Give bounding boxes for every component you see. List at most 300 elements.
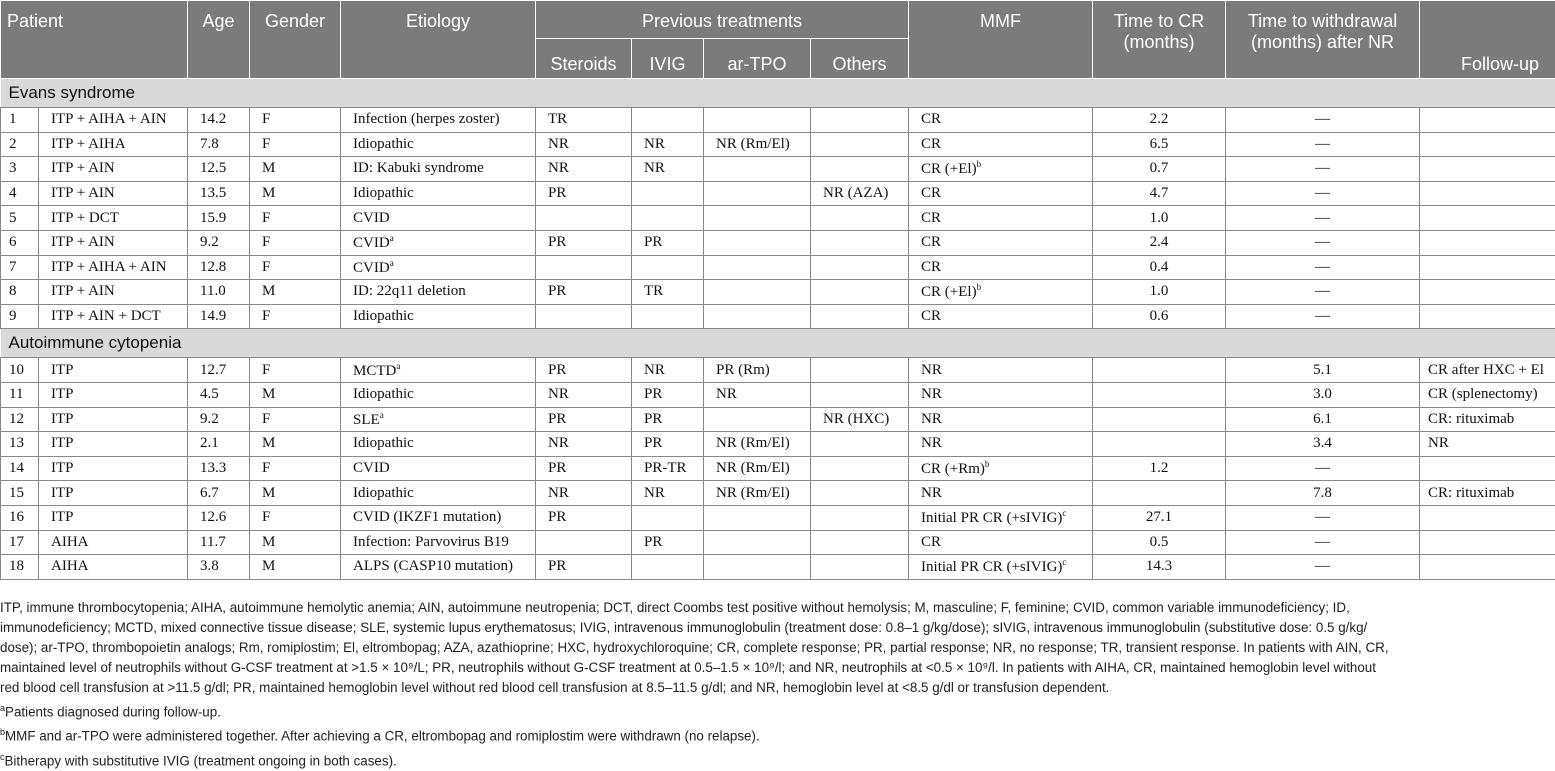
ivig-cell <box>632 181 704 206</box>
steroids-cell <box>536 407 632 432</box>
withdrawal-cell-text: — <box>1315 160 1330 176</box>
steroids-cell <box>536 505 632 530</box>
mmf-cell-text: NR <box>921 485 942 501</box>
etiology-cell-text: MCTD <box>353 363 396 379</box>
diagnosis-cell-text: ITP <box>51 386 74 402</box>
withdrawal-cell <box>1226 280 1420 305</box>
ar-tpo-cell <box>704 407 811 432</box>
mmf-cell-text: Initial PR CR (+sIVIG) <box>921 559 1062 575</box>
others-cell-text: NR (AZA) <box>823 185 888 201</box>
ivig-cell-text: PR <box>644 411 662 427</box>
gender-cell <box>250 304 341 329</box>
patient-cell-text: 17 <box>9 534 24 550</box>
gender-cell-text: F <box>262 111 270 127</box>
patient-cell <box>1 407 39 432</box>
mmf-cell-text: NR <box>921 362 942 378</box>
header-others: Others <box>811 39 909 79</box>
mmf-cell <box>909 230 1093 255</box>
footnote-mark: b <box>977 159 982 169</box>
patient-cell-text: 5 <box>9 210 17 226</box>
etiology-cell <box>341 206 536 231</box>
patient-cell <box>1 382 39 407</box>
others-cell <box>811 407 909 432</box>
etiology-cell-text: ALPS (CASP10 mutation) <box>353 558 513 574</box>
patient-cell <box>1 358 39 383</box>
ar-tpo-cell <box>704 255 811 280</box>
time-to-cr-cell-text: 1.0 <box>1150 283 1169 299</box>
mmf-cell-text: NR <box>921 386 942 402</box>
age-cell-text: 12.6 <box>200 509 226 525</box>
others-cell <box>811 181 909 206</box>
gender-cell <box>250 108 341 133</box>
time-to-cr-cell <box>1093 108 1226 133</box>
time-to-cr-cell <box>1093 181 1226 206</box>
ivig-cell-text: TR <box>644 283 663 299</box>
age-cell-text: 9.2 <box>200 411 219 427</box>
withdrawal-cell-text: — <box>1315 210 1330 226</box>
withdrawal-cell <box>1226 382 1420 407</box>
ivig-cell-text: NR <box>644 362 665 378</box>
etiology-cell-text: Idiopathic <box>353 485 414 501</box>
steroids-cell-text: NR <box>548 386 569 402</box>
patient-cell <box>1 108 39 133</box>
steroids-cell-text: PR <box>548 234 566 250</box>
steroids-cell <box>536 555 632 580</box>
table-row <box>1 304 1555 329</box>
diagnosis-cell <box>39 358 188 383</box>
gender-cell-text: F <box>262 411 270 427</box>
withdrawal-cell-text: — <box>1315 234 1330 250</box>
header-patient: Patient <box>1 1 188 79</box>
diagnosis-cell-text: ITP + AIN <box>51 283 115 299</box>
diagnosis-cell <box>39 157 188 182</box>
etiology-cell-text: CVID <box>353 210 390 226</box>
header-gender: Gender <box>250 1 341 79</box>
others-cell <box>811 206 909 231</box>
mmf-cell-text: NR <box>921 411 942 427</box>
diagnosis-cell-text: ITP <box>51 362 74 378</box>
table-notes <box>0 598 1555 771</box>
etiology-cell-text: SLE <box>353 412 380 428</box>
patient-cell <box>1 555 39 580</box>
age-cell-text: 3.8 <box>200 558 219 574</box>
follow-up-cell <box>1420 505 1555 530</box>
etiology-cell <box>341 280 536 305</box>
gender-cell-text: F <box>262 308 270 324</box>
withdrawal-cell <box>1226 132 1420 157</box>
patient-cell-text: 18 <box>9 558 24 574</box>
withdrawal-cell <box>1226 157 1420 182</box>
time-to-cr-cell <box>1093 432 1226 457</box>
diagnosis-cell-text: ITP + AIN <box>51 234 115 250</box>
mmf-cell <box>909 108 1093 133</box>
mmf-cell <box>909 456 1093 481</box>
ivig-cell <box>632 407 704 432</box>
etiology-cell <box>341 230 536 255</box>
etiology-cell-text: CVID <box>353 235 390 251</box>
diagnosis-cell <box>39 255 188 280</box>
follow-up-cell <box>1420 304 1555 329</box>
mmf-cell <box>909 304 1093 329</box>
age-cell <box>188 530 250 555</box>
gender-cell-text: M <box>262 558 275 574</box>
gender-cell-text: F <box>262 460 270 476</box>
others-cell <box>811 255 909 280</box>
ar-tpo-cell <box>704 206 811 231</box>
time-to-cr-cell-text: 0.5 <box>1150 534 1169 550</box>
withdrawal-cell <box>1226 555 1420 580</box>
ivig-cell <box>632 255 704 280</box>
ar-tpo-cell <box>704 181 811 206</box>
withdrawal-cell <box>1226 108 1420 133</box>
withdrawal-cell-text: — <box>1315 185 1330 201</box>
ivig-cell <box>632 108 704 133</box>
time-to-cr-cell <box>1093 407 1226 432</box>
time-to-cr-cell-text: 14.3 <box>1146 558 1172 574</box>
gender-cell <box>250 505 341 530</box>
etiology-cell <box>341 555 536 580</box>
time-to-cr-cell <box>1093 280 1226 305</box>
age-cell <box>188 382 250 407</box>
diagnosis-cell <box>39 132 188 157</box>
gender-cell <box>250 456 341 481</box>
time-to-cr-cell <box>1093 304 1226 329</box>
ivig-cell <box>632 530 704 555</box>
gender-cell <box>250 255 341 280</box>
ar-tpo-cell-text: PR (Rm) <box>716 362 770 378</box>
etiology-cell <box>341 432 536 457</box>
etiology-cell <box>341 481 536 506</box>
ivig-cell <box>632 206 704 231</box>
age-cell <box>188 280 250 305</box>
follow-up-cell <box>1420 181 1555 206</box>
etiology-cell-text: ID: 22q11 deletion <box>353 283 466 299</box>
header-follow-up: Follow-up <box>1420 1 1555 79</box>
diagnosis-cell-text: ITP + AIHA + AIN <box>51 111 167 127</box>
follow-up-cell <box>1420 206 1555 231</box>
ivig-cell-text: PR-TR <box>644 460 687 476</box>
others-cell <box>811 157 909 182</box>
diagnosis-cell <box>39 432 188 457</box>
footnote-mark: b <box>0 727 5 737</box>
gender-cell-text: M <box>262 185 275 201</box>
gender-cell-text: F <box>262 136 270 152</box>
time-to-cr-cell <box>1093 206 1226 231</box>
patient-cell-text: 2 <box>9 136 17 152</box>
mmf-cell-text: NR <box>921 435 942 451</box>
table-row <box>1 481 1555 506</box>
diagnosis-cell <box>39 230 188 255</box>
ivig-cell-text: PR <box>644 435 662 451</box>
etiology-cell <box>341 108 536 133</box>
patient-cell-text: 4 <box>9 185 17 201</box>
mmf-cell <box>909 255 1093 280</box>
diagnosis-cell-text: ITP + AIHA + AIN <box>51 259 167 275</box>
age-cell <box>188 481 250 506</box>
steroids-cell-text: PR <box>548 460 566 476</box>
gender-cell-text: M <box>262 386 275 402</box>
withdrawal-cell <box>1226 530 1420 555</box>
age-cell-text: 11.7 <box>200 534 226 550</box>
patient-cell <box>1 304 39 329</box>
ar-tpo-cell <box>704 456 811 481</box>
abbreviation-line: maintained level of neutrophils without G-CSF treatment at >1.5 × 10⁹/L; PR, neutrophils without G-CSF treatment at 0.5–1.5 × 10⁹/l; and NR, neutrophils at <0.5 × 10⁹/l. In patients with AIHA, CR, maintained hemoglobin level without <box>0 658 1555 678</box>
footnote-text: Patients diagnosed during follow-up. <box>5 704 221 719</box>
header-time-to-withdrawal: Time to withdrawal (months) after NR <box>1226 1 1420 79</box>
others-cell <box>811 358 909 383</box>
header-time-to-cr: Time to CR (months) <box>1093 1 1226 79</box>
diagnosis-cell-text: ITP <box>51 509 74 525</box>
gender-cell-text: M <box>262 160 275 176</box>
age-cell-text: 12.7 <box>200 362 226 378</box>
etiology-cell-text: Idiopathic <box>353 185 414 201</box>
diagnosis-cell <box>39 407 188 432</box>
time-to-cr-cell <box>1093 157 1226 182</box>
time-to-cr-cell-text: 0.4 <box>1150 259 1169 275</box>
ar-tpo-cell <box>704 505 811 530</box>
section-row <box>1 79 1555 108</box>
gender-cell-text: F <box>262 362 270 378</box>
ivig-cell <box>632 456 704 481</box>
age-cell-text: 13.3 <box>200 460 226 476</box>
gender-cell <box>250 481 341 506</box>
mmf-cell <box>909 358 1093 383</box>
ar-tpo-cell <box>704 132 811 157</box>
etiology-cell <box>341 181 536 206</box>
ar-tpo-cell <box>704 432 811 457</box>
footnote-mark: b <box>977 282 982 292</box>
diagnosis-cell <box>39 481 188 506</box>
ivig-cell <box>632 157 704 182</box>
follow-up-cell-text: CR (splenectomy) <box>1428 386 1538 402</box>
ivig-cell <box>632 481 704 506</box>
gender-cell <box>250 181 341 206</box>
steroids-cell <box>536 108 632 133</box>
follow-up-cell <box>1420 382 1555 407</box>
ar-tpo-cell <box>704 382 811 407</box>
mmf-cell-text: CR <box>921 185 941 201</box>
patient-cell <box>1 255 39 280</box>
time-to-cr-cell-text: 4.7 <box>1150 185 1169 201</box>
gender-cell <box>250 555 341 580</box>
steroids-cell-text: TR <box>548 111 567 127</box>
mmf-cell <box>909 280 1093 305</box>
etiology-cell <box>341 255 536 280</box>
withdrawal-cell <box>1226 206 1420 231</box>
age-cell <box>188 456 250 481</box>
diagnosis-cell <box>39 456 188 481</box>
others-cell <box>811 530 909 555</box>
gender-cell <box>250 382 341 407</box>
diagnosis-cell-text: AIHA <box>51 534 89 550</box>
table-row <box>1 255 1555 280</box>
follow-up-cell <box>1420 432 1555 457</box>
mmf-cell <box>909 181 1093 206</box>
time-to-cr-cell-text: 27.1 <box>1146 509 1172 525</box>
patient-cell-text: 15 <box>9 485 24 501</box>
steroids-cell <box>536 206 632 231</box>
withdrawal-cell <box>1226 181 1420 206</box>
header-mmf: MMF <box>909 1 1093 79</box>
patient-cell-text: 7 <box>9 259 17 275</box>
steroids-cell <box>536 382 632 407</box>
age-cell-text: 13.5 <box>200 185 226 201</box>
withdrawal-cell-text: 7.8 <box>1313 485 1332 501</box>
time-to-cr-cell-text: 1.2 <box>1150 460 1169 476</box>
ivig-cell-text: NR <box>644 136 665 152</box>
withdrawal-cell-text: — <box>1315 136 1330 152</box>
header-ivig: IVIG <box>632 39 704 79</box>
diagnosis-cell <box>39 505 188 530</box>
etiology-cell <box>341 505 536 530</box>
mmf-cell <box>909 132 1093 157</box>
others-cell <box>811 456 909 481</box>
table-row <box>1 358 1555 383</box>
steroids-cell <box>536 432 632 457</box>
patient-cell <box>1 157 39 182</box>
others-cell <box>811 555 909 580</box>
ar-tpo-cell <box>704 304 811 329</box>
withdrawal-cell <box>1226 358 1420 383</box>
gender-cell <box>250 280 341 305</box>
patient-cell-text: 10 <box>9 362 24 378</box>
steroids-cell-text: PR <box>548 362 566 378</box>
patient-cell-text: 3 <box>9 160 17 176</box>
withdrawal-cell <box>1226 432 1420 457</box>
ar-tpo-cell <box>704 230 811 255</box>
table-row <box>1 505 1555 530</box>
table-row <box>1 555 1555 580</box>
withdrawal-cell-text: — <box>1315 283 1330 299</box>
diagnosis-cell-text: ITP <box>51 485 74 501</box>
time-to-cr-cell <box>1093 255 1226 280</box>
ivig-cell <box>632 132 704 157</box>
footnote-mark: a <box>0 703 5 713</box>
ar-tpo-cell-text: NR (Rm/El) <box>716 460 790 476</box>
etiology-cell-text: Infection: Parvovirus B19 <box>353 534 509 550</box>
header-etiology: Etiology <box>341 1 536 79</box>
time-to-cr-cell <box>1093 555 1226 580</box>
footnote-mark: c <box>1062 508 1066 518</box>
steroids-cell-text: PR <box>548 558 566 574</box>
etiology-cell <box>341 157 536 182</box>
follow-up-cell <box>1420 230 1555 255</box>
gender-cell <box>250 230 341 255</box>
diagnosis-cell <box>39 280 188 305</box>
withdrawal-cell <box>1226 255 1420 280</box>
withdrawal-cell <box>1226 407 1420 432</box>
time-to-cr-cell-text: 2.2 <box>1150 111 1169 127</box>
gender-cell <box>250 157 341 182</box>
follow-up-cell-text: CR after HXC + El <box>1428 362 1544 378</box>
abbreviations <box>0 598 1555 698</box>
etiology-cell-text: Idiopathic <box>353 308 414 324</box>
gender-cell <box>250 206 341 231</box>
diagnosis-cell-text: ITP + AIN <box>51 185 115 201</box>
etiology-cell-text: CVID (IKZF1 mutation) <box>353 509 501 525</box>
steroids-cell <box>536 157 632 182</box>
time-to-cr-cell <box>1093 530 1226 555</box>
mmf-cell <box>909 382 1093 407</box>
follow-up-cell-text: NR <box>1428 435 1449 451</box>
follow-up-cell-text: CR: rituximab <box>1428 411 1514 427</box>
footnote <box>0 747 1555 771</box>
ivig-cell <box>632 382 704 407</box>
withdrawal-cell-text: — <box>1315 558 1330 574</box>
patient-cell-text: 12 <box>9 411 24 427</box>
table-row <box>1 132 1555 157</box>
ar-tpo-cell <box>704 358 811 383</box>
others-cell-text: NR (HXC) <box>823 411 889 427</box>
mmf-cell <box>909 157 1093 182</box>
mmf-cell <box>909 481 1093 506</box>
steroids-cell <box>536 280 632 305</box>
mmf-cell-text: CR (+Rm) <box>921 461 985 477</box>
footnote-mark: a <box>390 233 394 243</box>
footnote-mark: b <box>985 459 990 469</box>
follow-up-cell <box>1420 407 1555 432</box>
steroids-cell-text: PR <box>548 185 566 201</box>
steroids-cell-text: NR <box>548 485 569 501</box>
time-to-cr-cell-text: 1.0 <box>1150 210 1169 226</box>
withdrawal-cell-text: — <box>1315 308 1330 324</box>
age-cell-text: 15.9 <box>200 210 226 226</box>
gender-cell-text: M <box>262 485 275 501</box>
etiology-cell <box>341 382 536 407</box>
section-row <box>1 329 1555 358</box>
diagnosis-cell-text: ITP + DCT <box>51 210 119 226</box>
ivig-cell <box>632 432 704 457</box>
patient-cell <box>1 456 39 481</box>
age-cell <box>188 206 250 231</box>
ar-tpo-cell-text: NR (Rm/El) <box>716 485 790 501</box>
ar-tpo-cell-text: NR <box>716 386 737 402</box>
table-row <box>1 108 1555 133</box>
age-cell <box>188 230 250 255</box>
time-to-cr-cell-text: 0.6 <box>1150 308 1169 324</box>
withdrawal-cell <box>1226 456 1420 481</box>
etiology-cell-text: ID: Kabuki syndrome <box>353 160 484 176</box>
diagnosis-cell-text: ITP + AIHA <box>51 136 126 152</box>
age-cell <box>188 304 250 329</box>
table-row <box>1 432 1555 457</box>
age-cell-text: 14.2 <box>200 111 226 127</box>
patient-cell-text: 13 <box>9 435 24 451</box>
withdrawal-cell-text: — <box>1315 509 1330 525</box>
others-cell <box>811 132 909 157</box>
header-previous-treatments: Previous treatments <box>536 1 909 39</box>
abbreviation-line: dose); ar-TPO, thrombopoietin analogs; Rm, romiplostim; El, eltrombopag; AZA, azathioprine; HXC, hydroxychloroquine; CR, complete response; PR, partial response; NR, no response; TR, transient response. In patients with AIN, CR, <box>0 638 1555 658</box>
footnote-mark: a <box>396 361 400 371</box>
patient-cell-text: 14 <box>9 460 24 476</box>
mmf-cell-text: CR <box>921 136 941 152</box>
age-cell-text: 9.2 <box>200 234 219 250</box>
steroids-cell-text: PR <box>548 283 566 299</box>
table-row <box>1 382 1555 407</box>
mmf-cell-text: CR <box>921 210 941 226</box>
withdrawal-cell <box>1226 481 1420 506</box>
age-cell <box>188 505 250 530</box>
steroids-cell <box>536 481 632 506</box>
time-to-cr-cell <box>1093 481 1226 506</box>
follow-up-cell <box>1420 530 1555 555</box>
mmf-cell <box>909 407 1093 432</box>
table-row <box>1 157 1555 182</box>
etiology-cell-text: CVID <box>353 260 390 276</box>
footnote-mark: a <box>380 410 384 420</box>
ivig-cell-text: PR <box>644 534 662 550</box>
mmf-cell <box>909 530 1093 555</box>
